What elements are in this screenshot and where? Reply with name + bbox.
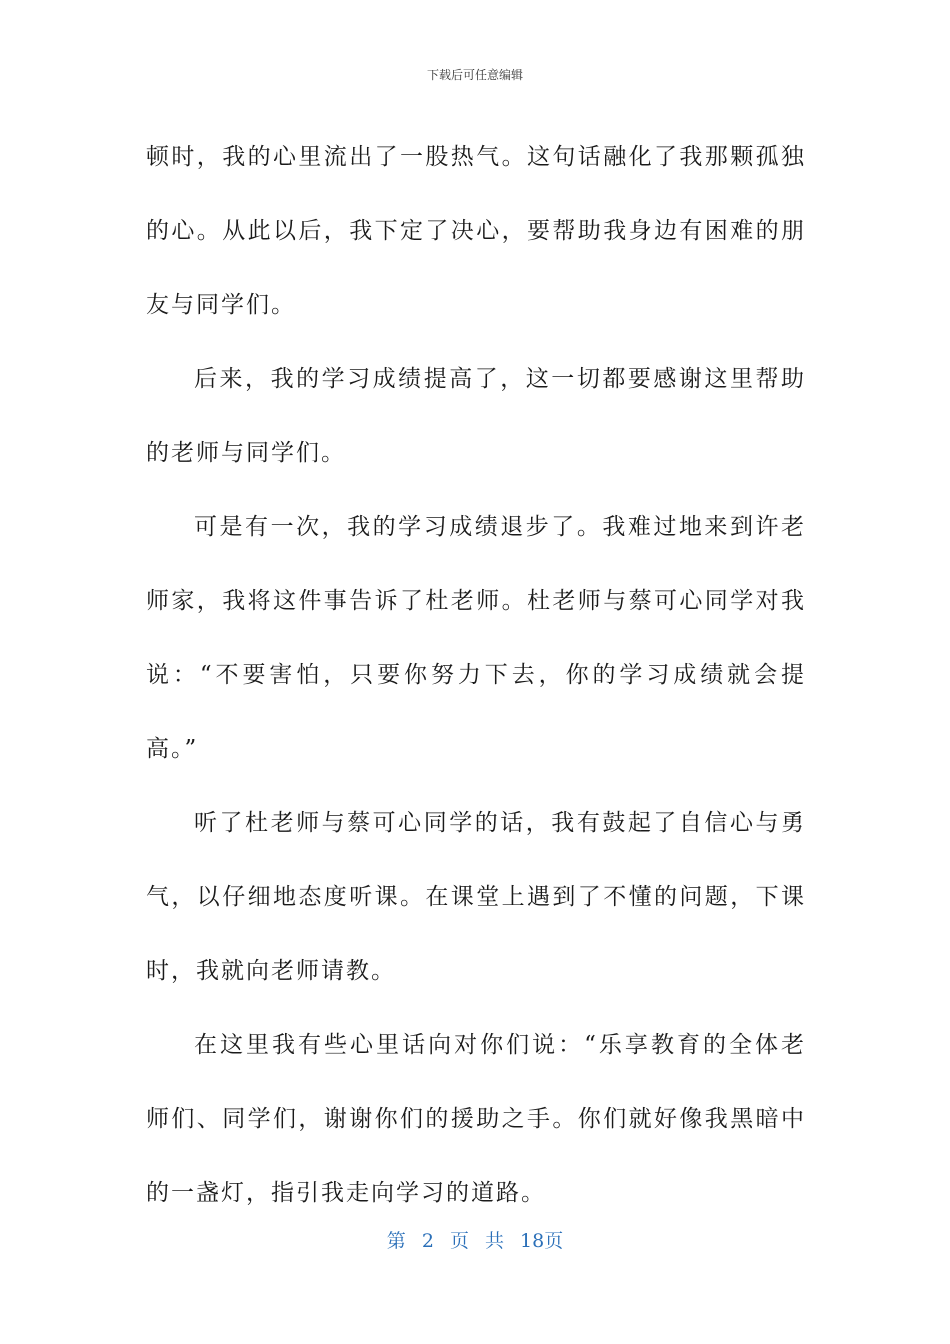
page-header: 下载后可任意编辑 [426,68,523,82]
paragraph-4: 听了杜老师与蔡可心同学的话，我有鼓起了自信心与勇气，以仔细地态度听课。在课堂上遇到了不懂的问题，下课时，我就向老师请教。 [146,810,806,984]
page-number-footer: 第 2 页 共 18页 [386,1230,564,1252]
paragraph-2: 后来，我的学习成绩提高了，这一切都要感谢这里帮助的老师与同学们。 [146,366,806,466]
document-body [146,120,806,1230]
paragraph-1: 顿时，我的心里流出了一股热气。这句话融化了我那颗孤独的心。从此以后，我下定了决心，要帮助我身边有困难的朋友与同学们。 [146,144,806,318]
paragraph-3: 可是有一次，我的学习成绩退步了。我难过地来到许老师家，我将这件事告诉了杜老师。杜老师与蔡可心同学对我说：“不要害怕，只要你努力下去，你的学习成绩就会提高。” [146,514,806,762]
paragraph-5: 在这里我有些心里话向对你们说：“乐享教育的全体老师们、同学们，谢谢你们的援助之手。你们就好像我黑暗中的一盏灯，指引我走向学习的道路。 [146,1032,806,1206]
